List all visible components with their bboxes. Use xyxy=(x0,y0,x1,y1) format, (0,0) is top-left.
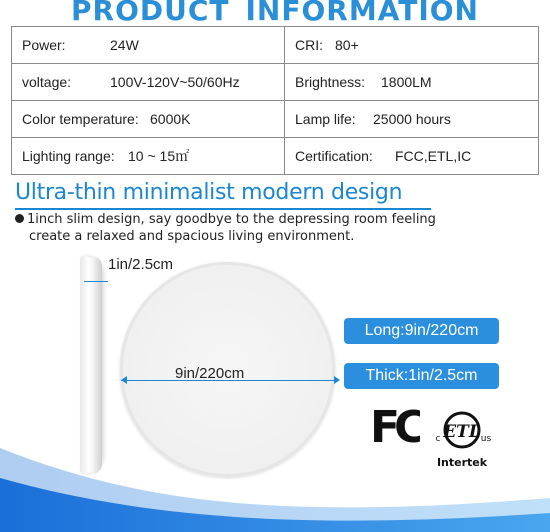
table-row xyxy=(12,64,539,101)
spec-value: 1800LM xyxy=(381,74,432,90)
spec-cell xyxy=(12,101,285,138)
spec-cell xyxy=(285,27,539,64)
spec-cell xyxy=(285,101,539,138)
spec-cell xyxy=(12,64,285,101)
spec-cell xyxy=(285,138,539,175)
spec-key: Brightness: xyxy=(295,74,366,90)
spec-cell xyxy=(12,138,285,175)
spec-value: FCC,ETL,IC xyxy=(395,148,472,164)
design-text-line1 xyxy=(15,212,436,227)
spec-key: Color temperature: xyxy=(22,111,139,127)
spec-value: 25000 hours xyxy=(373,111,451,127)
spec-key: CRI: xyxy=(295,37,323,53)
etl-logo-left: c xyxy=(435,434,441,444)
spec-cell xyxy=(285,64,539,101)
spec-key: voltage: xyxy=(22,74,72,90)
table-row xyxy=(12,101,539,138)
etl-logo-right: us xyxy=(480,434,492,444)
side-dimension-label: 1in/2.5cm xyxy=(108,256,174,273)
arrow-left-icon xyxy=(121,376,127,384)
long-badge: Long:9in/220cm xyxy=(344,318,499,344)
page-title xyxy=(0,0,550,27)
spec-value: 10 ~ 15㎡ xyxy=(128,148,190,164)
etl-logo-company: Intertek xyxy=(436,456,488,469)
disc-dimension-label: 9in/220cm xyxy=(175,365,245,382)
table-row xyxy=(12,27,539,64)
spec-cell xyxy=(12,27,285,64)
spec-value: 100V-120V~50/60Hz xyxy=(110,74,240,90)
spec-key: Certification: xyxy=(295,148,373,164)
title-word-information: INFORMATION xyxy=(245,0,479,27)
design-heading: Ultra-thin minimalist modern design xyxy=(15,180,403,205)
spec-key: Power: xyxy=(22,37,66,53)
title-word-product: PRODUCT xyxy=(71,0,230,27)
fc-logo-text: FC xyxy=(370,402,420,450)
table-row xyxy=(12,138,539,175)
heading-underline xyxy=(15,208,431,210)
design-line1: 1inch slim design, say goodbye to the depressing room feeling xyxy=(27,212,436,227)
wave-decoration xyxy=(0,438,550,532)
spec-key: Lamp life: xyxy=(295,111,356,127)
etl-logo-mark: ETL xyxy=(443,422,481,442)
thick-badge: Thick:1in/2.5cm xyxy=(344,363,499,389)
spec-table xyxy=(11,26,539,175)
bullet-icon xyxy=(15,214,24,223)
spec-value: 6000K xyxy=(150,111,191,127)
spec-key: Lighting range: xyxy=(22,148,115,164)
spec-value: 24W xyxy=(110,37,139,53)
arrow-right-icon xyxy=(334,376,340,384)
spec-value: 80+ xyxy=(335,37,359,53)
side-dimension-line xyxy=(84,281,108,282)
design-line2: create a relaxed and spacious living environment. xyxy=(29,229,355,244)
